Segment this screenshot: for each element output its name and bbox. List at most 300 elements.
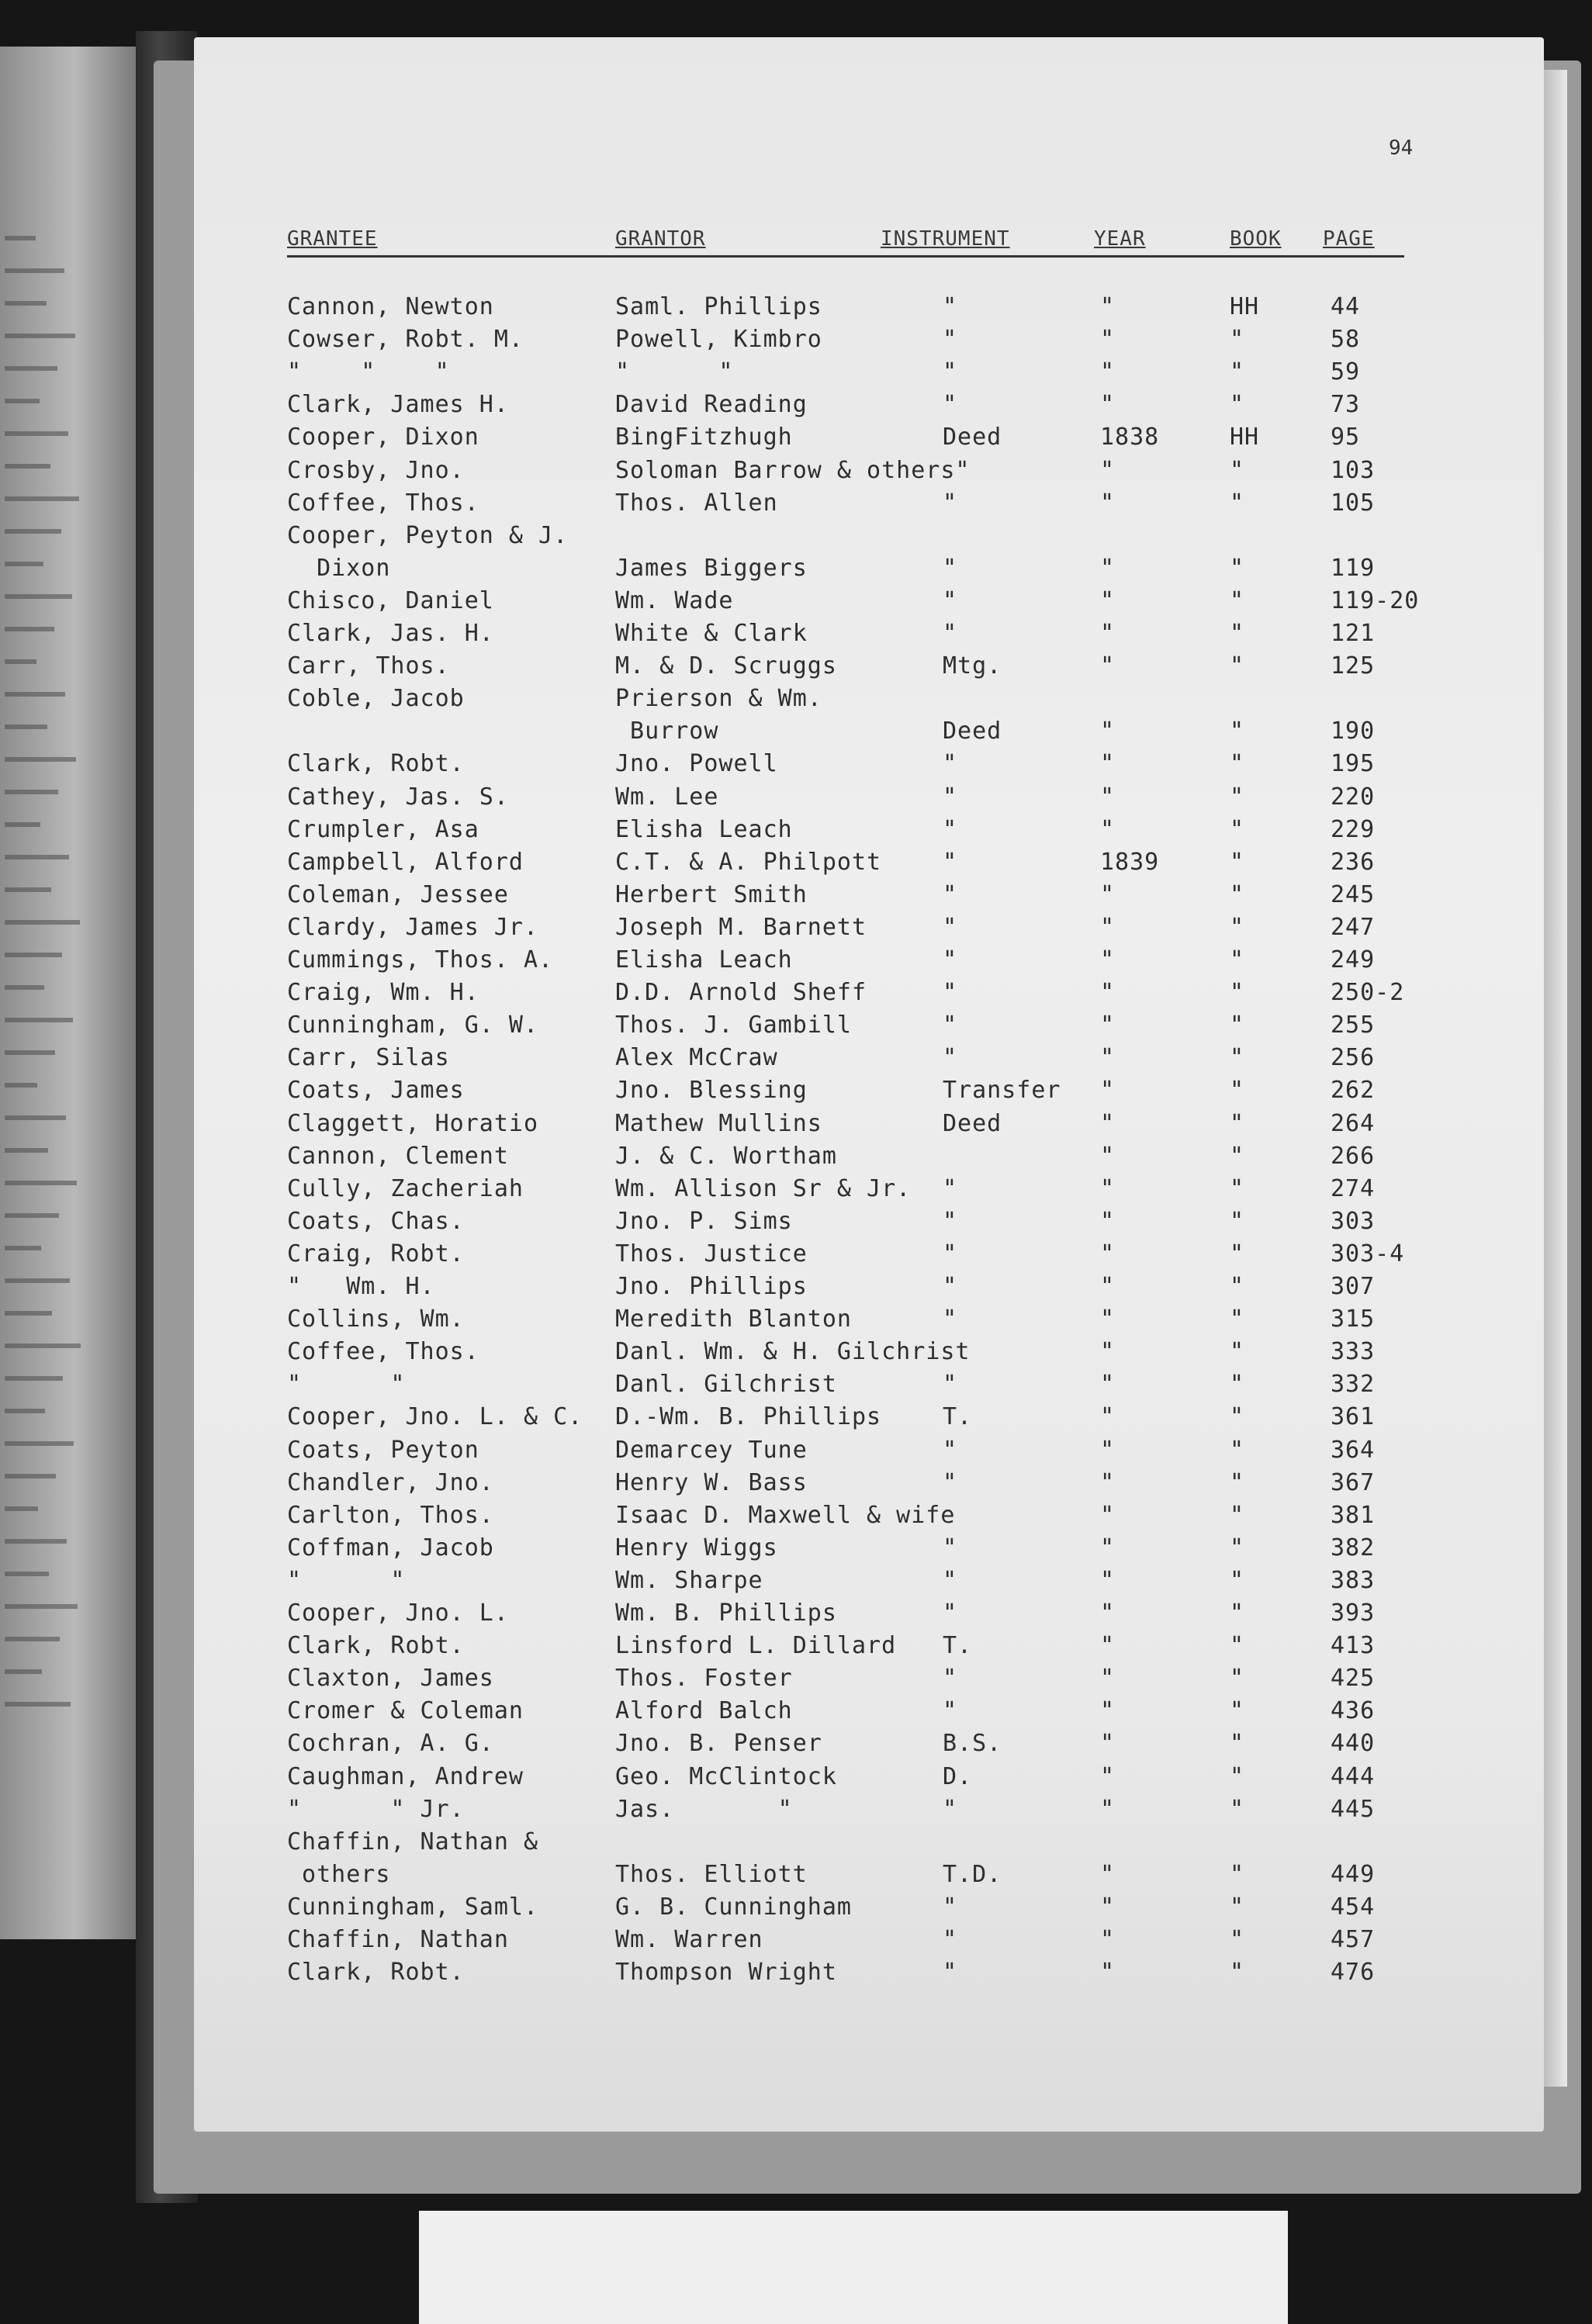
cell-page: 105: [1331, 489, 1376, 517]
table-row: [0, 457, 1592, 489]
cell-grantor: C.T. & A. Philpott: [615, 849, 882, 876]
cell-grantee: Coleman, Jessee: [287, 881, 509, 908]
cell-page: 103: [1331, 457, 1376, 484]
cell-year: ": [1100, 1665, 1116, 1692]
cell-grantor: Thos. J. Gambill: [615, 1012, 852, 1039]
cell-instrument: ": [943, 946, 958, 974]
cell-grantor: Saml. Phillips: [615, 293, 822, 320]
cell-book: ": [1230, 783, 1245, 811]
cell-year: ": [1100, 881, 1116, 908]
cell-grantor: Elisha Leach: [615, 946, 793, 974]
cell-grantor: Henry W. Bass: [615, 1469, 808, 1496]
cell-instrument: ": [943, 1012, 958, 1039]
cell-grantor: J. & C. Wortham: [615, 1143, 837, 1170]
cell-grantor: Danl. Gilchrist: [615, 1371, 837, 1398]
cell-year: ": [1100, 1044, 1116, 1071]
header-book: BOOK: [1230, 227, 1282, 251]
cell-book: ": [1230, 1044, 1245, 1071]
cell-grantor: D.D. Arnold Sheff: [615, 979, 867, 1006]
cell-book: ": [1230, 1730, 1245, 1757]
cell-year: ": [1100, 1861, 1116, 1888]
cell-page: 119: [1331, 555, 1376, 582]
cell-instrument: ": [943, 1371, 958, 1398]
cell-year: ": [1100, 1502, 1116, 1529]
cell-grantor: Prierson & Wm.: [615, 685, 822, 712]
cell-book: ": [1230, 1796, 1245, 1823]
cell-book: ": [1230, 326, 1245, 353]
cell-page: 119-20: [1331, 587, 1420, 614]
cell-book: HH: [1230, 424, 1260, 451]
cell-instrument: ": [943, 1469, 958, 1496]
table-row: [0, 1632, 1592, 1665]
adjacent-page-mark: [5, 236, 36, 240]
table-row: [0, 1044, 1592, 1077]
cell-grantee: Carr, Thos.: [287, 652, 450, 680]
cell-year: ": [1100, 783, 1116, 811]
cell-instrument: Deed: [943, 718, 1002, 745]
cell-grantee: Cooper, Dixon: [287, 424, 479, 451]
header-grantee: GRANTEE: [287, 227, 378, 251]
cell-year: ": [1100, 489, 1116, 517]
cell-instrument: ": [943, 1697, 958, 1724]
cell-grantee: Clark, Robt.: [287, 750, 465, 777]
cell-instrument: ": [943, 1175, 958, 1202]
adjacent-page-mark: [5, 268, 64, 273]
cell-book: ": [1230, 1371, 1245, 1398]
cell-grantor: Alex McCraw: [615, 1044, 778, 1071]
cell-instrument: ": [943, 1534, 958, 1561]
cell-page: 425: [1331, 1665, 1376, 1692]
cell-grantee: Cummings, Thos. A.: [287, 946, 554, 974]
table-row: [0, 1469, 1592, 1502]
table-row: [0, 1110, 1592, 1143]
cell-grantor: Wm. Allison Sr & Jr.: [615, 1175, 912, 1202]
cell-year: ": [1100, 1893, 1116, 1921]
cell-instrument: ": [943, 1665, 958, 1692]
table-row: [0, 1208, 1592, 1240]
cell-grantee: Cannon, Clement: [287, 1143, 509, 1170]
cell-page: 449: [1331, 1861, 1376, 1888]
cell-grantee: Clardy, James Jr.: [287, 914, 539, 941]
cell-grantee: " ": [287, 1567, 406, 1594]
cell-instrument: ": [943, 1208, 958, 1235]
cell-instrument: ": [943, 1926, 958, 1953]
cell-book: ": [1230, 555, 1245, 582]
cell-grantee: " ": [287, 1371, 406, 1398]
cell-year: ": [1100, 1273, 1116, 1300]
cell-page: 413: [1331, 1632, 1376, 1659]
cell-page: 445: [1331, 1796, 1376, 1823]
cell-year: ": [1100, 1730, 1116, 1757]
cell-instrument: ": [943, 326, 958, 353]
cell-grantor: Henry Wiggs: [615, 1534, 778, 1561]
cell-instrument: ": [943, 1567, 958, 1594]
cell-grantor: Jno. P. Sims: [615, 1208, 793, 1235]
table-row: [0, 293, 1592, 326]
cell-instrument: ": [943, 816, 958, 843]
cell-grantor: Burrow: [615, 718, 719, 745]
cell-grantee: Coats, Peyton: [287, 1437, 479, 1464]
page-tab: [419, 2211, 1288, 2324]
cell-page: 303-4: [1331, 1240, 1405, 1267]
cell-year: ": [1100, 1077, 1116, 1104]
cell-book: HH: [1230, 293, 1260, 320]
cell-instrument: T.: [943, 1403, 973, 1430]
cell-instrument: ": [943, 1796, 958, 1823]
cell-page: 247: [1331, 914, 1376, 941]
cell-page: 59: [1331, 358, 1361, 386]
cell-grantee: Cunningham, Saml.: [287, 1893, 539, 1921]
cell-page: 454: [1331, 1893, 1376, 1921]
cell-instrument: D.: [943, 1763, 973, 1790]
cell-year: ": [1100, 1632, 1116, 1659]
cell-grantee: Crosby, Jno.: [287, 457, 465, 484]
cell-grantee: Chandler, Jno.: [287, 1469, 494, 1496]
cell-book: ": [1230, 1893, 1245, 1921]
cell-book: ": [1230, 816, 1245, 843]
cell-page: 236: [1331, 849, 1376, 876]
cell-year: ": [1100, 358, 1116, 386]
cell-grantor: " ": [615, 358, 734, 386]
cell-year: ": [1100, 587, 1116, 614]
cell-grantor: White & Clark: [615, 620, 808, 647]
cell-instrument: T.: [943, 1632, 973, 1659]
cell-page: 125: [1331, 652, 1376, 680]
cell-page: 315: [1331, 1306, 1376, 1333]
table-row: [0, 750, 1592, 783]
cell-grantee: Clark, Jas. H.: [287, 620, 494, 647]
cell-book: ": [1230, 1959, 1245, 1986]
cell-instrument: ": [943, 1437, 958, 1464]
cell-grantor: Jno. Blessing: [615, 1077, 808, 1104]
cell-instrument: ": [943, 979, 958, 1006]
cell-instrument: ": [943, 1306, 958, 1333]
cell-book: ": [1230, 881, 1245, 908]
cell-grantee: Chaffin, Nathan &: [287, 1828, 539, 1855]
table-row: [0, 849, 1592, 881]
cell-year: ": [1100, 750, 1116, 777]
table-row: [0, 1861, 1592, 1893]
cell-year: ": [1100, 1959, 1116, 1986]
cell-year: ": [1100, 1763, 1116, 1790]
cell-grantor: James Biggers: [615, 555, 808, 582]
cell-grantee: Cochran, A. G.: [287, 1730, 494, 1757]
cell-book: ": [1230, 1697, 1245, 1724]
cell-page: 333: [1331, 1338, 1376, 1365]
cell-instrument: ": [943, 750, 958, 777]
cell-page: 364: [1331, 1437, 1376, 1464]
cell-year: ": [1100, 1306, 1116, 1333]
cell-instrument: ": [943, 391, 958, 418]
cell-year: ": [1100, 1208, 1116, 1235]
cell-instrument: B.S.: [943, 1730, 1002, 1757]
cell-grantee: Clark, Robt.: [287, 1632, 465, 1659]
cell-grantor: Meredith Blanton: [615, 1306, 852, 1333]
cell-year: ": [1100, 1012, 1116, 1039]
cell-grantor: Wm. Wade: [615, 587, 734, 614]
cell-year: ": [1100, 1240, 1116, 1267]
cell-grantee: " " Jr.: [287, 1796, 465, 1823]
cell-year: ": [1100, 326, 1116, 353]
cell-grantor: David Reading: [615, 391, 808, 418]
cell-page: 121: [1331, 620, 1376, 647]
cell-grantee: Chisco, Daniel: [287, 587, 494, 614]
cell-page: 440: [1331, 1730, 1376, 1757]
cell-grantee: Caughman, Andrew: [287, 1763, 524, 1790]
cell-book: ": [1230, 1143, 1245, 1170]
cell-book: ": [1230, 620, 1245, 647]
cell-instrument: ": [943, 849, 958, 876]
cell-grantor: Thos. Elliott: [615, 1861, 808, 1888]
table-row: [0, 1273, 1592, 1306]
cell-grantor: Herbert Smith: [615, 881, 808, 908]
cell-grantee: Cully, Zacheriah: [287, 1175, 524, 1202]
cell-year: ": [1100, 979, 1116, 1006]
cell-instrument: ": [943, 293, 958, 320]
cell-year: ": [1100, 293, 1116, 320]
cell-page: 444: [1331, 1763, 1376, 1790]
cell-instrument: Transfer: [943, 1077, 1061, 1104]
cell-grantor: Thos. Foster: [615, 1665, 793, 1692]
cell-instrument: Mtg.: [943, 652, 1002, 680]
cell-year: 1839: [1100, 849, 1160, 876]
cell-year: ": [1100, 457, 1116, 484]
cell-book: ": [1230, 1599, 1245, 1627]
cell-page: 229: [1331, 816, 1376, 843]
header-instrument: INSTRUMENT: [881, 227, 1010, 251]
cell-grantor: Thos. Justice: [615, 1240, 808, 1267]
table-row: [0, 1828, 1592, 1861]
table-row: [0, 946, 1592, 979]
cell-instrument: ": [943, 358, 958, 386]
table-row: [0, 783, 1592, 816]
cell-grantee: Craig, Wm. H.: [287, 979, 479, 1006]
table-row: [0, 1665, 1592, 1697]
cell-page: 190: [1331, 718, 1376, 745]
cell-grantee: Collins, Wm.: [287, 1306, 465, 1333]
cell-book: ": [1230, 1273, 1245, 1300]
cell-page: 250-2: [1331, 979, 1405, 1006]
cell-page: 264: [1331, 1110, 1376, 1137]
cell-year: ": [1100, 620, 1116, 647]
cell-grantee: Clark, James H.: [287, 391, 509, 418]
table-row: [0, 1534, 1592, 1567]
cell-grantor: Wm. Lee: [615, 783, 719, 811]
table-row: [0, 620, 1592, 652]
cell-grantor: Joseph M. Barnett: [615, 914, 867, 941]
cell-instrument: ": [943, 1044, 958, 1071]
cell-year: ": [1100, 1403, 1116, 1430]
table-row: [0, 424, 1592, 456]
cell-book: ": [1230, 489, 1245, 517]
cell-grantee: Claggett, Horatio: [287, 1110, 539, 1137]
cell-instrument: ": [943, 914, 958, 941]
table-row: [0, 816, 1592, 849]
cell-book: ": [1230, 1403, 1245, 1430]
cell-book: ": [1230, 849, 1245, 876]
cell-book: ": [1230, 457, 1245, 484]
table-row: [0, 1012, 1592, 1044]
table-row: [0, 1077, 1592, 1109]
cell-grantee: Coats, James: [287, 1077, 465, 1104]
cell-book: ": [1230, 750, 1245, 777]
table-row: [0, 1567, 1592, 1599]
cell-book: ": [1230, 1240, 1245, 1267]
cell-book: ": [1230, 1632, 1245, 1659]
cell-grantee: Coats, Chas.: [287, 1208, 465, 1235]
cell-book: ": [1230, 1012, 1245, 1039]
table-row: [0, 326, 1592, 358]
cell-page: 249: [1331, 946, 1376, 974]
table-row: [0, 1959, 1592, 1991]
cell-instrument: Deed: [943, 424, 1002, 451]
cell-year: ": [1100, 816, 1116, 843]
cell-page: 303: [1331, 1208, 1376, 1235]
cell-page: 195: [1331, 750, 1376, 777]
column-header-row: [287, 227, 1404, 258]
cell-instrument: ": [943, 881, 958, 908]
cell-year: ": [1100, 1697, 1116, 1724]
cell-grantee: Dixon: [287, 555, 391, 582]
table-row: [0, 652, 1592, 685]
cell-year: ": [1100, 946, 1116, 974]
cell-book: ": [1230, 1077, 1245, 1104]
cell-grantor: Linsford L. Dillard: [615, 1632, 897, 1659]
cell-page: 95: [1331, 424, 1361, 451]
cell-grantor: Wm. B. Phillips: [615, 1599, 837, 1627]
table-row: [0, 1763, 1592, 1796]
cell-book: ": [1230, 1926, 1245, 1953]
cell-grantor: Thompson Wright: [615, 1959, 837, 1986]
cell-grantee: Carr, Silas: [287, 1044, 450, 1071]
cell-book: ": [1230, 391, 1245, 418]
page-number: 94: [1389, 137, 1414, 160]
table-row: [0, 1437, 1592, 1469]
cell-grantor: BingFitzhugh: [615, 424, 793, 451]
cell-instrument: ": [943, 783, 958, 811]
cell-grantor: Isaac D. Maxwell & wife: [615, 1502, 956, 1529]
cell-page: 361: [1331, 1403, 1376, 1430]
cell-page: 73: [1331, 391, 1361, 418]
table-row: [0, 914, 1592, 946]
cell-grantor: Powell, Kimbro: [615, 326, 822, 353]
cell-book: ": [1230, 718, 1245, 745]
cell-year: ": [1100, 1599, 1116, 1627]
cell-grantee: Craig, Robt.: [287, 1240, 465, 1267]
cell-page: 393: [1331, 1599, 1376, 1627]
cell-page: 332: [1331, 1371, 1376, 1398]
table-row: [0, 1175, 1592, 1208]
cell-book: ": [1230, 1502, 1245, 1529]
cell-year: ": [1100, 914, 1116, 941]
cell-page: 255: [1331, 1012, 1376, 1039]
cell-grantor: Soloman Barrow & others": [615, 457, 971, 484]
cell-grantor: Demarcey Tune: [615, 1437, 808, 1464]
cell-grantee: " " ": [287, 358, 450, 386]
cell-grantor: Alford Balch: [615, 1697, 793, 1724]
cell-page: 274: [1331, 1175, 1376, 1202]
table-row: [0, 1371, 1592, 1403]
cell-year: ": [1100, 391, 1116, 418]
cell-book: ": [1230, 1469, 1245, 1496]
cell-book: ": [1230, 1338, 1245, 1365]
cell-year: ": [1100, 1143, 1116, 1170]
cell-instrument: ": [943, 1599, 958, 1627]
cell-grantee: others: [287, 1861, 391, 1888]
cell-page: 382: [1331, 1534, 1376, 1561]
table-row: [0, 1338, 1592, 1371]
cell-grantor: M. & D. Scruggs: [615, 652, 837, 680]
cell-book: ": [1230, 652, 1245, 680]
table-row: [0, 1599, 1592, 1632]
cell-book: ": [1230, 1175, 1245, 1202]
cell-grantor: D.-Wm. B. Phillips: [615, 1403, 882, 1430]
cell-instrument: ": [943, 555, 958, 582]
cell-grantee: Coffee, Thos.: [287, 489, 479, 517]
table-row: [0, 1893, 1592, 1926]
cell-grantor: Thos. Allen: [615, 489, 778, 517]
cell-grantor: Jno. B. Penser: [615, 1730, 822, 1757]
table-row: [0, 1730, 1592, 1762]
cell-page: 256: [1331, 1044, 1376, 1071]
cell-page: 381: [1331, 1502, 1376, 1529]
cell-grantee: Clark, Robt.: [287, 1959, 465, 1986]
cell-page: 266: [1331, 1143, 1376, 1170]
cell-grantor: Mathew Mullins: [615, 1110, 822, 1137]
cell-page: 436: [1331, 1697, 1376, 1724]
header-page: PAGE: [1323, 227, 1375, 251]
cell-page: 58: [1331, 326, 1361, 353]
cell-book: ": [1230, 1437, 1245, 1464]
cell-instrument: ": [943, 1273, 958, 1300]
table-row: [0, 1306, 1592, 1338]
cell-book: ": [1230, 587, 1245, 614]
cell-year: ": [1100, 1338, 1116, 1365]
cell-year: ": [1100, 1469, 1116, 1496]
table-row: [0, 358, 1592, 391]
cell-grantor: Jas. ": [615, 1796, 793, 1823]
cell-book: ": [1230, 358, 1245, 386]
cell-grantor: Wm. Sharpe: [615, 1567, 763, 1594]
cell-grantee: Coffman, Jacob: [287, 1534, 494, 1561]
cell-book: ": [1230, 946, 1245, 974]
cell-grantee: Cannon, Newton: [287, 293, 494, 320]
table-row: [0, 391, 1592, 424]
cell-instrument: ": [943, 1959, 958, 1986]
cell-page: 220: [1331, 783, 1376, 811]
table-row: [0, 1403, 1592, 1436]
cell-year: ": [1100, 1534, 1116, 1561]
table-row: [0, 587, 1592, 620]
cell-instrument: T.D.: [943, 1861, 1002, 1888]
cell-page: 367: [1331, 1469, 1376, 1496]
table-row: [0, 1502, 1592, 1534]
table-row: [0, 1926, 1592, 1959]
cell-year: ": [1100, 555, 1116, 582]
table-row: [0, 555, 1592, 587]
cell-year: ": [1100, 1796, 1116, 1823]
cell-book: ": [1230, 1567, 1245, 1594]
cell-book: ": [1230, 1763, 1245, 1790]
cell-instrument: Deed: [943, 1110, 1002, 1137]
cell-instrument: ": [943, 587, 958, 614]
cell-book: ": [1230, 1110, 1245, 1137]
cell-grantee: Campbell, Alford: [287, 849, 524, 876]
cell-grantor: Elisha Leach: [615, 816, 793, 843]
cell-page: 262: [1331, 1077, 1376, 1104]
cell-book: ": [1230, 1534, 1245, 1561]
cell-grantee: Cunningham, G. W.: [287, 1012, 539, 1039]
